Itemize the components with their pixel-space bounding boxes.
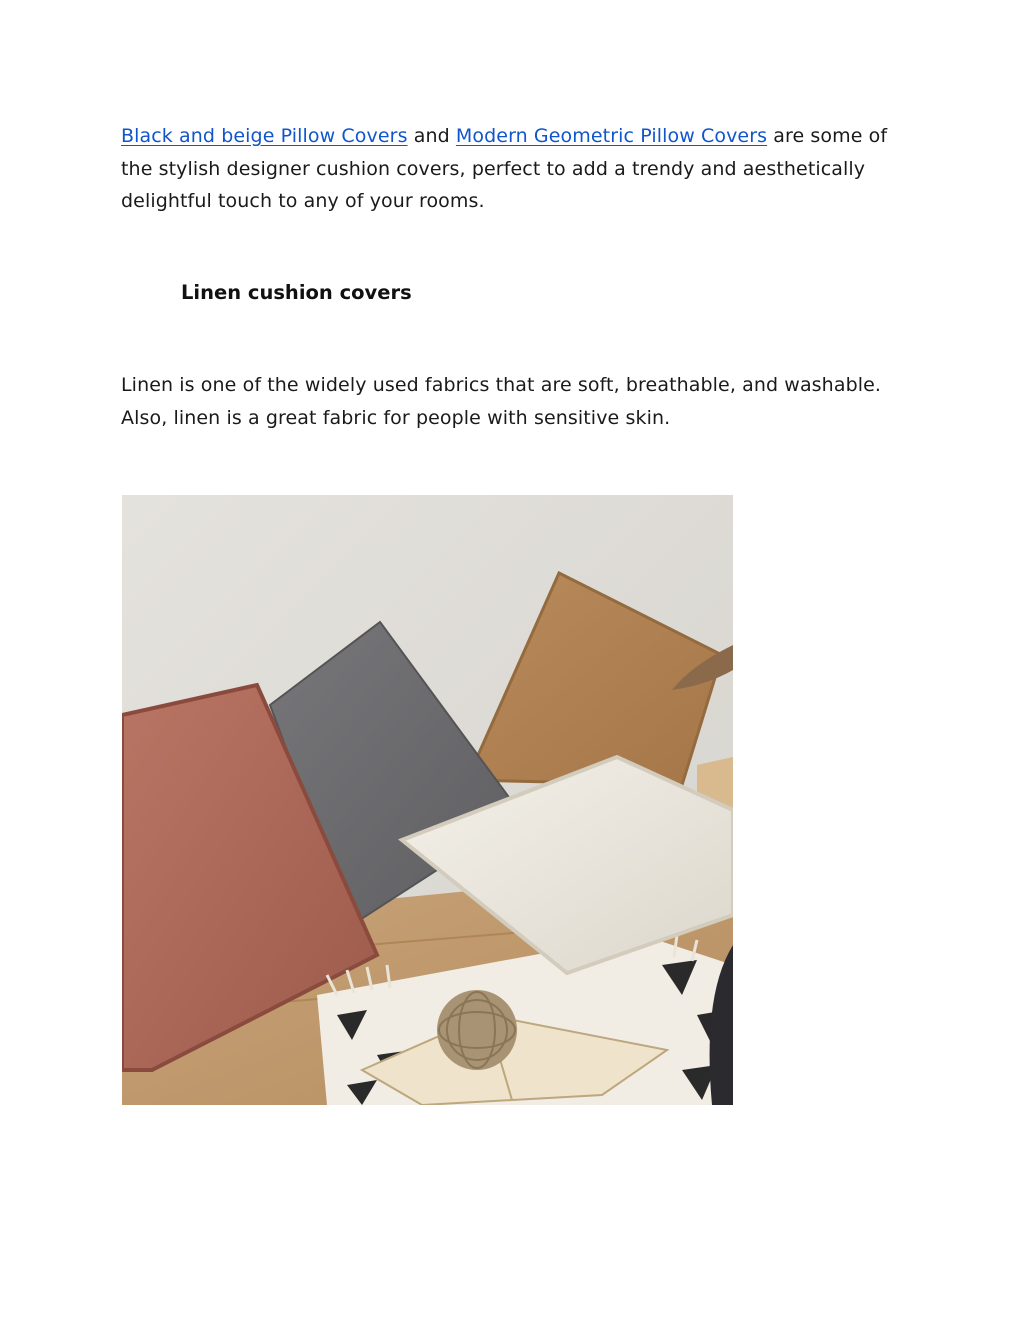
intro-connector-text: and	[407, 125, 456, 147]
intro-rest-text: are some of the stylish designer cushion covers, perfect to add a trendy and aesthetically delightful touch to any of your rooms.	[121, 125, 888, 212]
intro-paragraph	[121, 120, 921, 218]
black-beige-pillow-covers-link[interactable]: Black and beige Pillow Covers	[121, 125, 408, 147]
linen-section-heading: Linen cushion covers	[181, 281, 412, 304]
linen-paragraph: Linen is one of the widely used fabrics that are soft, breathable, and washable. Also, linen is a great fabric for people with sensitive skin.	[121, 374, 882, 429]
linen-cushions-illustration	[122, 495, 733, 1105]
linen-cushions-photo	[122, 495, 733, 1105]
modern-geometric-pillow-covers-link[interactable]: Modern Geometric Pillow Covers	[455, 125, 768, 147]
